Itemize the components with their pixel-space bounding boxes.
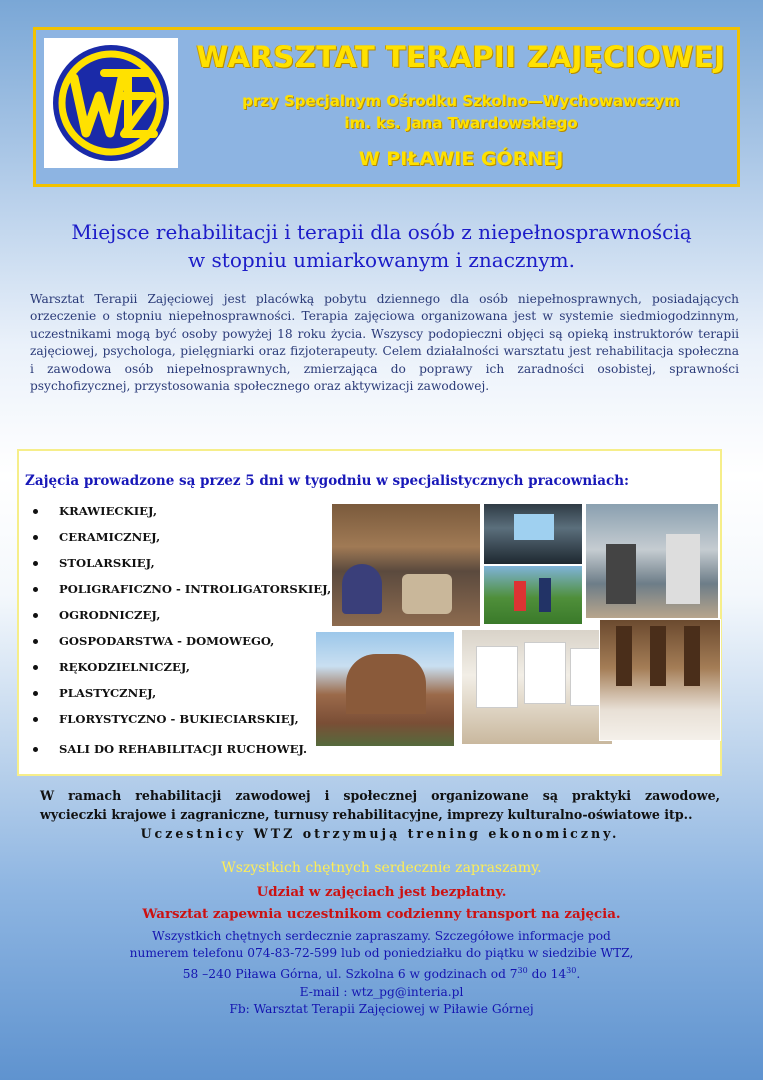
wtz-logo — [44, 38, 178, 168]
workshop-item — [33, 654, 331, 680]
hour-from-sup: 30 — [517, 966, 528, 976]
header-title: WARSZTAT TERAPII ZAJĘCIOWEJ — [196, 40, 726, 74]
bullet-icon — [33, 639, 38, 644]
workshop-item — [33, 628, 331, 654]
workshop-label: CERAMICZNEJ, — [59, 530, 161, 544]
hour-to-text: do 14 — [527, 967, 567, 982]
photo-computer-room — [483, 503, 583, 565]
address-text: 58 –240 Piława Górna, ul. Szkolna 6 w godzinach od 7 — [182, 967, 518, 982]
workshop-item — [33, 576, 331, 602]
bullet-icon — [33, 691, 38, 696]
intro-paragraph: Warsztat Terapii Zajęciowej jest placówką pobytu dziennego dla osób niepełnosprawnych, posiadających orzeczenie o stopniu niepełnosprawności. Terapia zajęciowa organizowana jest w systemie siedmiogodzinnym, uczestnikami mogą być osoby powyżej 18 roku życia. Wszyscy podopieczni objęci są opieką instruktorów terapii zajęciowej, psychologa, pielęgniarki oraz fizjoterapeuty. Celem działalności warsztatu jest rehabilitacja społeczna i zawodowa osób niepełnosprawnych, zmierzająca do poprawy ich zaradności osobistej, sprawności psychofizycznej, przystosowania społecznego oraz aktywizacji zawodowej. — [30, 292, 739, 394]
workshop-label: POLIGRAFICZNO - INTROLIGATORSKIEJ, — [59, 582, 332, 596]
headline — [30, 218, 733, 274]
workshop-item — [33, 498, 331, 524]
headline-line-2: w stopniu umiarkowanym i znacznym. — [188, 248, 575, 272]
photo-handicraft-cards — [461, 629, 613, 745]
activities-line-1: W ramach rehabilitacji zawodowej i społecznej organizowane są praktyki zawodowe, — [40, 788, 720, 803]
workshop-item — [33, 706, 331, 732]
activities-line-2: wycieczki krajowe i zagraniczne, turnusy rehabilitacyjne, imprezy kulturalno-oświatowe itp.. — [40, 807, 693, 822]
contact-line-2: numerem telefonu 074-83-72-599 lub od poniedziałku do piątku w siedzibie WTZ, — [129, 946, 634, 961]
contact-line-3 — [0, 962, 763, 983]
hour-to-sup: 30 — [566, 966, 577, 976]
workshop-item — [33, 602, 331, 628]
bullet-icon — [33, 717, 38, 722]
bullet-icon — [33, 509, 38, 514]
photo-wooden-crafts — [599, 619, 721, 741]
program-title: Zajęcia prowadzone są przez 5 dni w tygodniu w specjalistycznych pracowniach: — [25, 473, 630, 489]
bullet-icon — [33, 561, 38, 566]
bullet-icon — [33, 665, 38, 670]
activities-paragraph — [40, 786, 720, 843]
header-subtitle-2: im. ks. Jana Twardowskiego — [344, 114, 578, 132]
facebook-link[interactable]: Fb: Warsztat Terapii Zajęciowej w Piławie Górnej — [229, 1001, 534, 1016]
workshop-label: KRAWIECKIEJ, — [59, 504, 158, 518]
workshop-label: FLORYSTYCZNO - BUKIECIARSKIEJ, — [59, 712, 299, 726]
wtz-logo-icon — [44, 38, 178, 168]
bullet-icon — [33, 747, 38, 752]
workshop-item — [33, 524, 331, 550]
workshop-label: PLASTYCZNEJ, — [59, 686, 157, 700]
workshop-label: OGRODNICZEJ, — [59, 608, 161, 622]
header-banner — [33, 27, 740, 187]
workshop-label: STOLARSKIEJ, — [59, 556, 155, 570]
photo-outdoor-activity — [483, 565, 583, 625]
photo-sewing-workshop — [331, 503, 481, 627]
header-subtitle-1: przy Specjalnym Ośrodku Szkolno—Wychowawczym — [242, 92, 680, 110]
workshop-item — [33, 680, 331, 706]
program-box — [17, 449, 722, 776]
workshop-label: SALI DO REHABILITACJI RUCHOWEJ. — [59, 742, 308, 756]
transport-text: Warsztat zapewnia uczestnikom codzienny transport na zajęcia. — [142, 906, 621, 922]
workshop-item — [33, 736, 331, 762]
bullet-icon — [33, 535, 38, 540]
bullet-icon — [33, 613, 38, 618]
photo-rehabilitation-gym — [585, 503, 719, 619]
contact-info — [0, 928, 763, 1018]
address-end: . — [576, 967, 581, 982]
workshop-item — [33, 550, 331, 576]
workshop-list — [33, 498, 331, 762]
free-participation-text: Udział w zajęciach jest bezpłatny. — [256, 884, 507, 900]
contact-line-1: Wszystkich chętnych serdecznie zapraszamy. Szczegółowe informacje pod — [152, 929, 611, 943]
email-link[interactable]: E-mail : wtz_pg@interia.pl — [299, 984, 464, 999]
photo-church-trip — [315, 631, 455, 747]
invite-text: Wszystkich chętnych serdecznie zapraszamy. — [221, 860, 542, 876]
headline-line-1: Miejsce rehabilitacji i terapii dla osób z niepełnosprawnością — [71, 220, 692, 244]
workshop-label: GOSPODARSTWA - DOMOWEGO, — [59, 634, 275, 648]
workshop-label: RĘKODZIELNICZEJ, — [59, 660, 190, 674]
bullet-icon — [33, 587, 38, 592]
header-place: W PIŁAWIE GÓRNEJ — [358, 148, 564, 170]
activities-line-3: Uczestnicy WTZ otrzymują trening ekonomiczny. — [140, 826, 620, 841]
